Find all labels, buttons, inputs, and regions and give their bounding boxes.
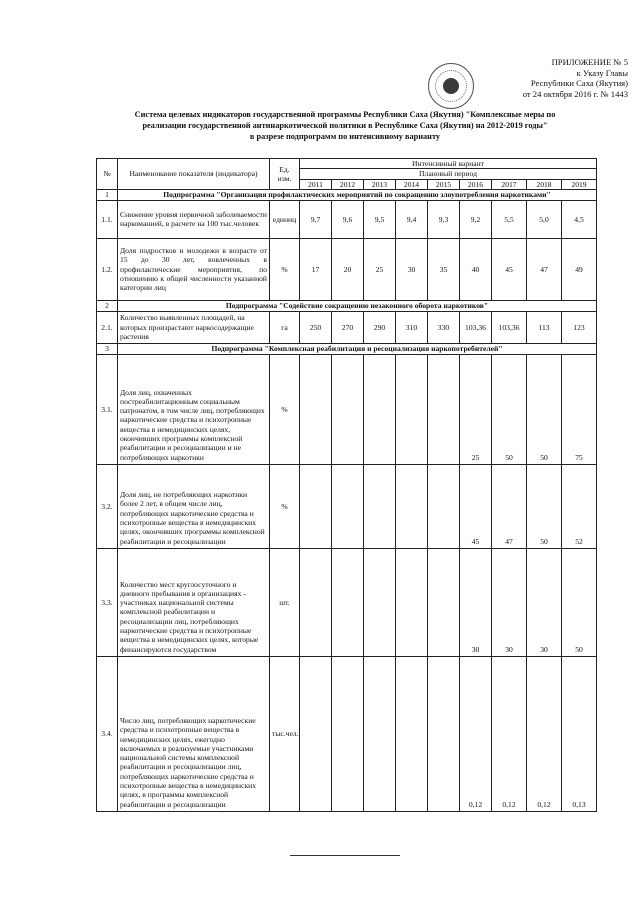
row-value (364, 464, 396, 548)
row-value (428, 656, 460, 811)
row-value: 5,5 (492, 200, 527, 238)
appendix-note (468, 57, 628, 100)
header-year: 2015 (428, 179, 460, 189)
row-value (332, 464, 364, 548)
row-value: 30 (527, 548, 562, 656)
row-value (332, 354, 364, 464)
section-title: Подпрограмма "Содействие сокращению незаконного оборота наркотиков" (118, 300, 597, 311)
table-row (97, 238, 597, 300)
seal-emblem (443, 78, 459, 94)
row-value: 35 (428, 238, 460, 300)
row-name: Доля лиц, не потребляющих наркотики более 2 лет, в общем числе лиц, потребляющих наркотические средства и психотропные вещества в немедицинских целях, окончивших программы комплексной реабилитации и ресоциализации (118, 464, 270, 548)
row-value: 30 (492, 548, 527, 656)
section-num: 3 (97, 343, 118, 354)
row-value: 50 (527, 354, 562, 464)
table-row (97, 656, 597, 811)
section-num: 1 (97, 189, 118, 200)
header-year: 2019 (562, 179, 597, 189)
header-name: Наименование показателя (индикатора) (118, 159, 270, 190)
row-name: Число лиц, потребляющих наркотические средства и психотропные вещества в немедицинских целях, ежегодно включаемых в реализуемые участниками национальной системы комплексной реабилитации и ресоциализации лиц, потребляющих наркотические средства и психотропные вещества в немедицинских целях, в программы комплексной реабилитации и ресоциализации (118, 656, 270, 811)
row-value: 9,5 (364, 200, 396, 238)
row-value (332, 656, 364, 811)
header-year: 2013 (364, 179, 396, 189)
table-row (97, 548, 597, 656)
header-year: 2014 (396, 179, 428, 189)
row-name: Доля лиц, охваченных постреабилитационным социальным патронатом, в том числе лиц, потребляющих наркотические средства и психотропные вещества в немедицинских целях, окончивших программы комплексной реабилитации и ресоциализации и не потребляющих наркотики (118, 354, 270, 464)
section-title: Подпрограмма "Комплексная реабилитация и ресоциализация наркопотребителей" (118, 343, 597, 354)
row-value: 4,5 (562, 200, 597, 238)
row-value (332, 548, 364, 656)
row-unit: тыс.чел. (270, 656, 300, 811)
row-value: 47 (527, 238, 562, 300)
row-value: 45 (492, 238, 527, 300)
title-line: реализации государственной антинаркотической политики в Республике Саха (Якутия) на 2012-2019 годы" (142, 120, 548, 130)
row-value: 0,13 (562, 656, 597, 811)
row-value: 310 (396, 311, 428, 343)
row-value: 0,12 (527, 656, 562, 811)
section-num: 2 (97, 300, 118, 311)
header-period: Плановый период (300, 169, 597, 179)
row-value: 50 (492, 354, 527, 464)
title-line: Система целевых индикаторов государственной программы Республики Саха (Якутия) "Комплексные меры по (134, 110, 556, 119)
indicators-table (96, 158, 597, 812)
header-year: 2016 (460, 179, 492, 189)
row-value (428, 464, 460, 548)
row-value: 330 (428, 311, 460, 343)
row-value: 30 (460, 548, 492, 656)
row-value: 25 (460, 354, 492, 464)
row-value: 0,12 (492, 656, 527, 811)
table-row (97, 311, 597, 343)
row-value: 17 (300, 238, 332, 300)
header-variant: Интенсивный вариант (300, 159, 597, 169)
row-value: 9,6 (332, 200, 364, 238)
row-value (300, 656, 332, 811)
row-value (364, 656, 396, 811)
row-value (428, 354, 460, 464)
appendix-line: от 24 октября 2016 г. № 1443 (522, 89, 628, 100)
appendix-line: ПРИЛОЖЕНИЕ № 5 (551, 57, 628, 67)
row-value (364, 548, 396, 656)
row-value: 30 (396, 238, 428, 300)
footer-divider (290, 855, 400, 856)
row-unit: % (270, 354, 300, 464)
row-value: 20 (332, 238, 364, 300)
header-year: 2018 (527, 179, 562, 189)
header-year: 2012 (332, 179, 364, 189)
row-value: 103,36 (492, 311, 527, 343)
row-num: 1.2. (97, 238, 118, 300)
row-value (396, 464, 428, 548)
row-name: Доля подростков и молодежи в возрасте от 15 до 30 лет, вовлеченных в профилактические мероприятия, по отношению к общей численности указанной категории лиц (118, 238, 270, 300)
row-value: 0,12 (460, 656, 492, 811)
row-value: 270 (332, 311, 364, 343)
row-num: 3.2. (97, 464, 118, 548)
row-value: 9,4 (396, 200, 428, 238)
row-value: 9,2 (460, 200, 492, 238)
row-value: 123 (562, 311, 597, 343)
row-value: 103,36 (460, 311, 492, 343)
row-num: 1.1. (97, 200, 118, 238)
row-value: 5,0 (527, 200, 562, 238)
section-row (97, 343, 597, 354)
row-value: 75 (562, 354, 597, 464)
document-title (110, 110, 580, 142)
row-value: 50 (562, 548, 597, 656)
title-line: в разрезе подпрограмм по интенсивному варианту (249, 131, 441, 141)
row-value: 250 (300, 311, 332, 343)
row-value: 45 (460, 464, 492, 548)
appendix-line: Республики Саха (Якутия) (530, 78, 628, 89)
section-row (97, 189, 597, 200)
row-value: 290 (364, 311, 396, 343)
row-value: 9,7 (300, 200, 332, 238)
row-value (364, 354, 396, 464)
row-num: 2.1. (97, 311, 118, 343)
header-num: № (97, 159, 118, 190)
row-value: 52 (562, 464, 597, 548)
row-name: Количество выявленных площадей, на которых произрастают наркосодержащие растения (118, 311, 270, 343)
appendix-line: к Указу Главы (576, 67, 628, 78)
row-name: Количество мест круглосуточного и дневного пребывания в организациях - участниках национальной системы комплексной реабилитации и ресоциализации лиц, потребляющих наркотические средства и психотропные вещества в немедицинских целях, которые финансируются государством (118, 548, 270, 656)
row-num: 3.4. (97, 656, 118, 811)
table-row (97, 354, 597, 464)
table-row (97, 464, 597, 548)
row-value (396, 656, 428, 811)
row-value: 9,3 (428, 200, 460, 238)
row-value: 50 (527, 464, 562, 548)
row-value (300, 354, 332, 464)
row-value: 25 (364, 238, 396, 300)
row-value: 47 (492, 464, 527, 548)
row-value (300, 464, 332, 548)
row-value: 40 (460, 238, 492, 300)
row-unit: единиц (270, 200, 300, 238)
table-row (97, 200, 597, 238)
row-value: 49 (562, 238, 597, 300)
row-unit: га (270, 311, 300, 343)
row-name: Снижение уровня первичной заболеваемости наркоманией, в расчете на 100 тыс.человек (118, 200, 270, 238)
row-num: 3.1. (97, 354, 118, 464)
header-year: 2017 (492, 179, 527, 189)
header-year: 2011 (300, 179, 332, 189)
row-value (396, 354, 428, 464)
row-num: 3.3. (97, 548, 118, 656)
row-value: 113 (527, 311, 562, 343)
row-unit: % (270, 238, 300, 300)
row-value (300, 548, 332, 656)
row-unit: % (270, 464, 300, 548)
row-unit: шт. (270, 548, 300, 656)
section-row (97, 300, 597, 311)
header-unit: Ед. изм. (270, 159, 300, 190)
section-title: Подпрограмма "Организация профилактических мероприятий по сокращению злоупотребления наркотиками" (118, 189, 597, 200)
row-value (396, 548, 428, 656)
row-value (428, 548, 460, 656)
